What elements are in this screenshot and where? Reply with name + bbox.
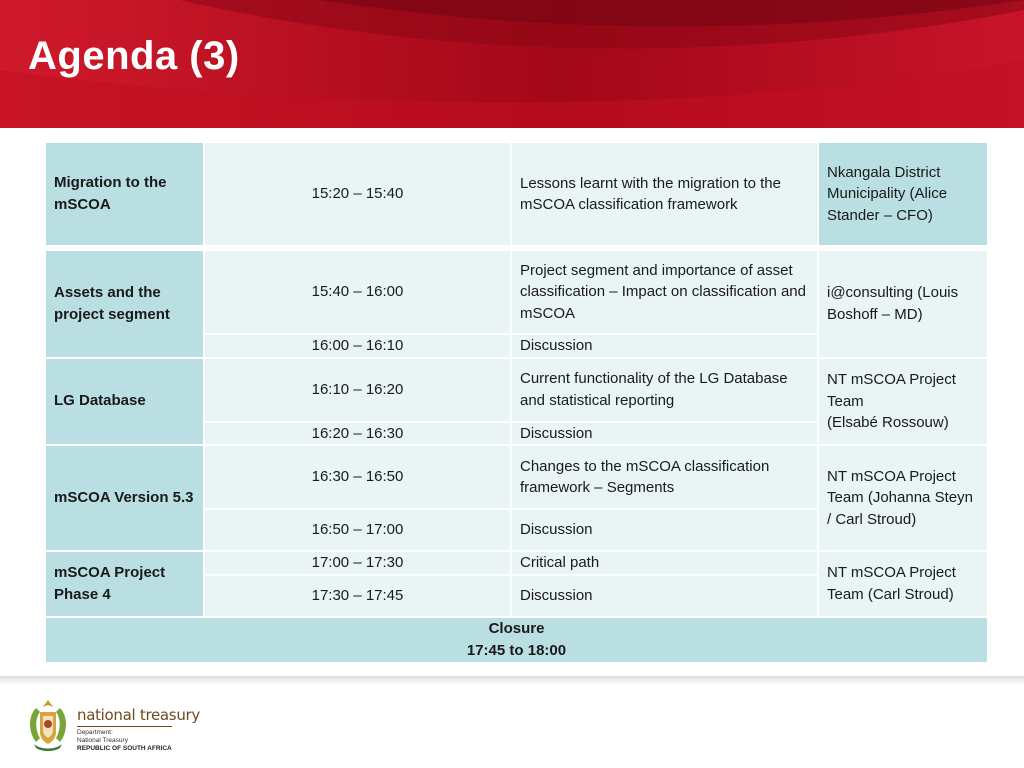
agenda-table	[44, 141, 989, 664]
org-country: REPUBLIC OF SOUTH AFRICA	[77, 745, 172, 752]
session-presenter: NT mSCOA Project Team	[827, 371, 956, 410]
session-time: 16:20 – 16:30	[204, 422, 511, 446]
session-time: 15:40 – 16:00	[204, 250, 511, 334]
session-description: Discussion	[511, 509, 818, 551]
org-division: National Treasury	[77, 737, 128, 744]
session-topic: LG Database	[45, 358, 204, 446]
session-presenter-sub: (Elsabé Rossouw)	[827, 414, 949, 431]
session-presenter: NT mSCOA Project Team (Johanna Steyn / Carl Stroud)	[818, 445, 988, 551]
session-description: Lessons learnt with the migration to the mSCOA classification framework	[511, 142, 818, 246]
session-time: 16:50 – 17:00	[204, 509, 511, 551]
footer-divider	[0, 676, 1024, 684]
table-row	[45, 551, 988, 575]
session-description: Changes to the mSCOA classification framework – Segments	[511, 445, 818, 509]
session-description: Discussion	[511, 422, 818, 446]
session-topic: mSCOA Version 5.3	[45, 445, 204, 551]
closure-label: Closure	[488, 619, 545, 637]
table-row	[45, 358, 988, 422]
session-description: Discussion	[511, 575, 818, 617]
table-row	[45, 250, 988, 334]
session-time: 16:10 – 16:20	[204, 358, 511, 422]
org-department: Department:	[77, 729, 113, 736]
title-banner	[0, 0, 1024, 128]
session-topic: Migration to the mSCOA	[45, 142, 204, 246]
session-time: 16:00 – 16:10	[204, 334, 511, 358]
session-presenter: Nkangala District Municipality (Alice Stander – CFO)	[818, 142, 988, 246]
session-time: 16:30 – 16:50	[204, 445, 511, 509]
session-time: 17:00 – 17:30	[204, 551, 511, 575]
org-name: national treasury	[77, 706, 200, 724]
session-description: Discussion	[511, 334, 818, 358]
session-presenter-cell	[818, 358, 988, 446]
session-time: 15:20 – 15:40	[204, 142, 511, 246]
org-divider	[77, 726, 172, 727]
session-description: Project segment and importance of asset classification – Impact on classification and mSCOA	[511, 250, 818, 334]
session-presenter: NT mSCOA Project Team (Carl Stroud)	[818, 551, 988, 617]
session-presenter: i@consulting (Louis Boshoff – MD)	[818, 250, 988, 358]
closure-time: 17:45 to 18:00	[466, 641, 567, 659]
table-row	[45, 142, 988, 246]
session-time: 17:30 – 17:45	[204, 575, 511, 617]
closure-row	[45, 617, 988, 663]
org-branding	[77, 706, 200, 753]
session-description: Critical path	[511, 551, 818, 575]
session-topic: mSCOA Project Phase 4	[45, 551, 204, 617]
session-description: Current functionality of the LG Database and statistical reporting	[511, 358, 818, 422]
table-row	[45, 445, 988, 509]
closure-cell	[45, 617, 988, 663]
page-title: Agenda (3)	[28, 34, 240, 78]
south-africa-coat-of-arms-icon	[26, 698, 70, 752]
session-topic: Assets and the project segment	[45, 250, 204, 358]
